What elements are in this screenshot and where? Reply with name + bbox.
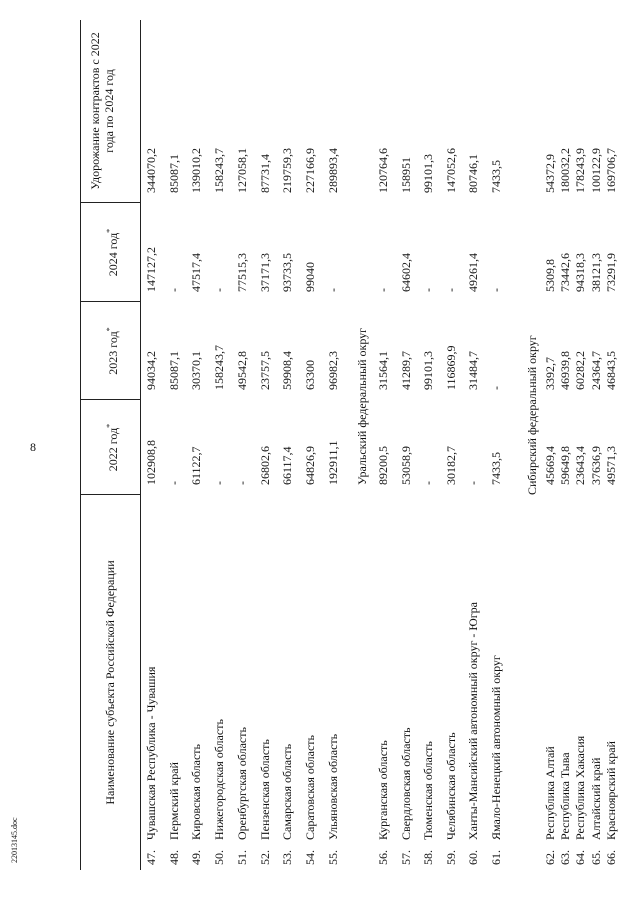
value-2024: 5309,8 [543, 259, 557, 292]
value-2022: 59649,8 [558, 446, 573, 485]
value-2022: 37636,9 [588, 446, 603, 485]
value-increase: 87731,4 [257, 154, 272, 193]
row-number: 62. [543, 850, 557, 865]
value-2024: - [488, 288, 503, 292]
value-2023: 46843,5 [603, 351, 618, 390]
value-2022: 30182,7 [443, 446, 458, 485]
subject-name: Пермский край [166, 762, 181, 840]
value-2022: 45669,4 [543, 446, 557, 485]
value-2023: 46939,8 [558, 351, 573, 390]
value-2022: - [234, 481, 249, 485]
row-number: 59. [443, 850, 458, 865]
value-2022: 26802,6 [257, 446, 272, 485]
value-increase: 120764,6 [376, 148, 390, 193]
subject-name: Ульяновская область [325, 733, 340, 840]
value-2023: 85087,1 [166, 351, 181, 390]
value-2023: 116869,9 [443, 345, 458, 390]
value-2024: - [421, 288, 435, 292]
row-number: 55. [325, 850, 340, 865]
value-2022: - [166, 481, 181, 485]
value-2024: 77515,3 [234, 253, 249, 292]
row-number: 52. [257, 850, 272, 865]
row-number: 50. [212, 850, 227, 865]
subject-name: Самарская область [280, 743, 295, 840]
subject-name: Чувашская Республика - Чувашия [144, 666, 158, 840]
value-2023: 158243,7 [212, 345, 227, 390]
row-number: 48. [166, 850, 181, 865]
header-name: Наименование субъекта Российской Федерации [103, 560, 117, 805]
row-number: 65. [588, 850, 603, 865]
value-2022: - [212, 481, 227, 485]
row-number: 57. [398, 850, 413, 865]
value-2022: 49571,3 [603, 446, 618, 485]
row-number: 56. [376, 850, 390, 865]
value-2022: 61122,7 [189, 446, 204, 485]
subject-name: Тюменская область [421, 741, 435, 840]
header-2022: 2022 год* [105, 423, 120, 472]
subject-name: Алтайский край [588, 757, 603, 840]
value-2022: - [466, 481, 480, 485]
value-2024: 73442,6 [558, 253, 573, 292]
footer-filename: 22013145.doc [10, 817, 19, 863]
value-increase: 147052,6 [443, 148, 458, 193]
page-number: 8 [30, 440, 36, 454]
row-number: 60. [466, 850, 480, 865]
value-increase: 227166,9 [302, 148, 317, 193]
value-increase: 219759,3 [280, 148, 295, 193]
subject-name: Челябинская область [443, 732, 458, 840]
value-2022: 64826,9 [302, 446, 317, 485]
row-number: 49. [189, 850, 204, 865]
value-increase: 80746,1 [466, 154, 480, 193]
subject-name: Нижегородская область [212, 719, 227, 840]
value-2023: 99101,3 [421, 351, 435, 390]
subject-name: Пензенская область [257, 739, 272, 840]
value-2024: 93733,5 [280, 253, 295, 292]
value-2024: 147127,2 [144, 247, 158, 292]
value-increase: 127058,1 [234, 148, 249, 193]
value-2024: 47517,4 [189, 253, 204, 292]
subject-name: Кировская область [189, 743, 204, 840]
value-increase: 289893,4 [325, 148, 340, 193]
table-top-border [80, 20, 81, 870]
row-number: 63. [558, 850, 573, 865]
value-2023: 31484,7 [466, 351, 480, 390]
value-2022: 192911,1 [325, 440, 340, 485]
value-increase: 54372,9 [543, 154, 557, 193]
value-2023: 31564,1 [376, 351, 390, 390]
subject-name: Красноярский край [603, 741, 618, 840]
value-increase: 178243,9 [573, 148, 588, 193]
value-2024: 49261,4 [466, 253, 480, 292]
header-separator [140, 20, 141, 870]
row-number: 64. [573, 850, 588, 865]
value-increase: 169706,7 [603, 148, 618, 193]
value-2023: 63300 [302, 360, 317, 390]
value-2023: - [488, 386, 503, 390]
row-number: 47. [144, 850, 158, 865]
value-increase: 100122,9 [588, 148, 603, 193]
value-2023: 41289,7 [398, 351, 413, 390]
value-increase: 139010,2 [189, 148, 204, 193]
value-2022: - [421, 481, 435, 485]
row-number: 51. [234, 850, 249, 865]
value-2023: 3392,7 [543, 357, 557, 390]
value-2024: 38121,3 [588, 253, 603, 292]
value-2023: 23757,5 [257, 351, 272, 390]
value-increase: 158951 [398, 157, 413, 193]
header-2024: 2024 год* [105, 228, 120, 277]
value-2024: - [376, 288, 390, 292]
subject-name: Свердловская область [398, 727, 413, 840]
row-number: 61. [488, 850, 503, 865]
value-increase: 99101,3 [421, 154, 435, 193]
section-ural: Уральский федеральный округ [355, 327, 369, 485]
value-2024: 99040 [302, 262, 317, 292]
value-2023: 60282,2 [573, 351, 588, 390]
value-increase: 344070,2 [144, 148, 158, 193]
value-increase: 7433,5 [488, 160, 503, 193]
row-number: 53. [280, 850, 295, 865]
value-2024: 94318,3 [573, 253, 588, 292]
value-2023: 24364,7 [588, 351, 603, 390]
subject-name: Республика Алтай [543, 746, 557, 840]
value-2022: 102908,8 [144, 440, 158, 485]
value-2024: 64602,4 [398, 253, 413, 292]
section-siberia: Сибирский федеральный округ [525, 335, 539, 495]
value-2023: 96982,3 [325, 351, 340, 390]
value-2023: 49542,8 [234, 351, 249, 390]
subject-name: Ямало-Ненецкий автономный округ [488, 655, 503, 840]
header-increase: Удорожание контрактов с 2022 года по 2024 год [88, 32, 116, 190]
value-2022: 7433,5 [488, 452, 503, 485]
subject-name: Саратовская область [302, 734, 317, 840]
value-2022: 66117,4 [280, 446, 295, 485]
value-increase: 85087,1 [166, 154, 181, 193]
value-2023: 94034,2 [144, 351, 158, 390]
value-2024: 37171,3 [257, 253, 272, 292]
value-2023: 59908,4 [280, 351, 295, 390]
row-number: 54. [302, 850, 317, 865]
subject-name: Ханты-Мансийский автономный округ - Югра [466, 602, 480, 840]
value-2024: - [443, 288, 458, 292]
value-2024: - [212, 288, 227, 292]
subject-name: Республика Хакасия [573, 735, 588, 840]
value-increase: 180032,2 [558, 148, 573, 193]
rotated-table [80, 20, 618, 870]
value-2022: 23643,4 [573, 446, 588, 485]
value-2024: - [166, 288, 181, 292]
subject-name: Республика Тыва [558, 752, 573, 840]
subject-name: Курганская область [376, 740, 390, 840]
value-2023: 30370,1 [189, 351, 204, 390]
header-2023: 2023 год* [105, 327, 120, 375]
value-2024: - [325, 288, 340, 292]
value-2022: 89200,5 [376, 446, 390, 485]
row-number: 58. [421, 850, 435, 865]
value-increase: 158243,7 [212, 148, 227, 193]
value-2022: 53058,9 [398, 446, 413, 485]
value-2024: 73291,9 [603, 253, 618, 292]
row-number: 66. [603, 850, 618, 865]
subject-name: Оренбургская область [234, 727, 249, 840]
